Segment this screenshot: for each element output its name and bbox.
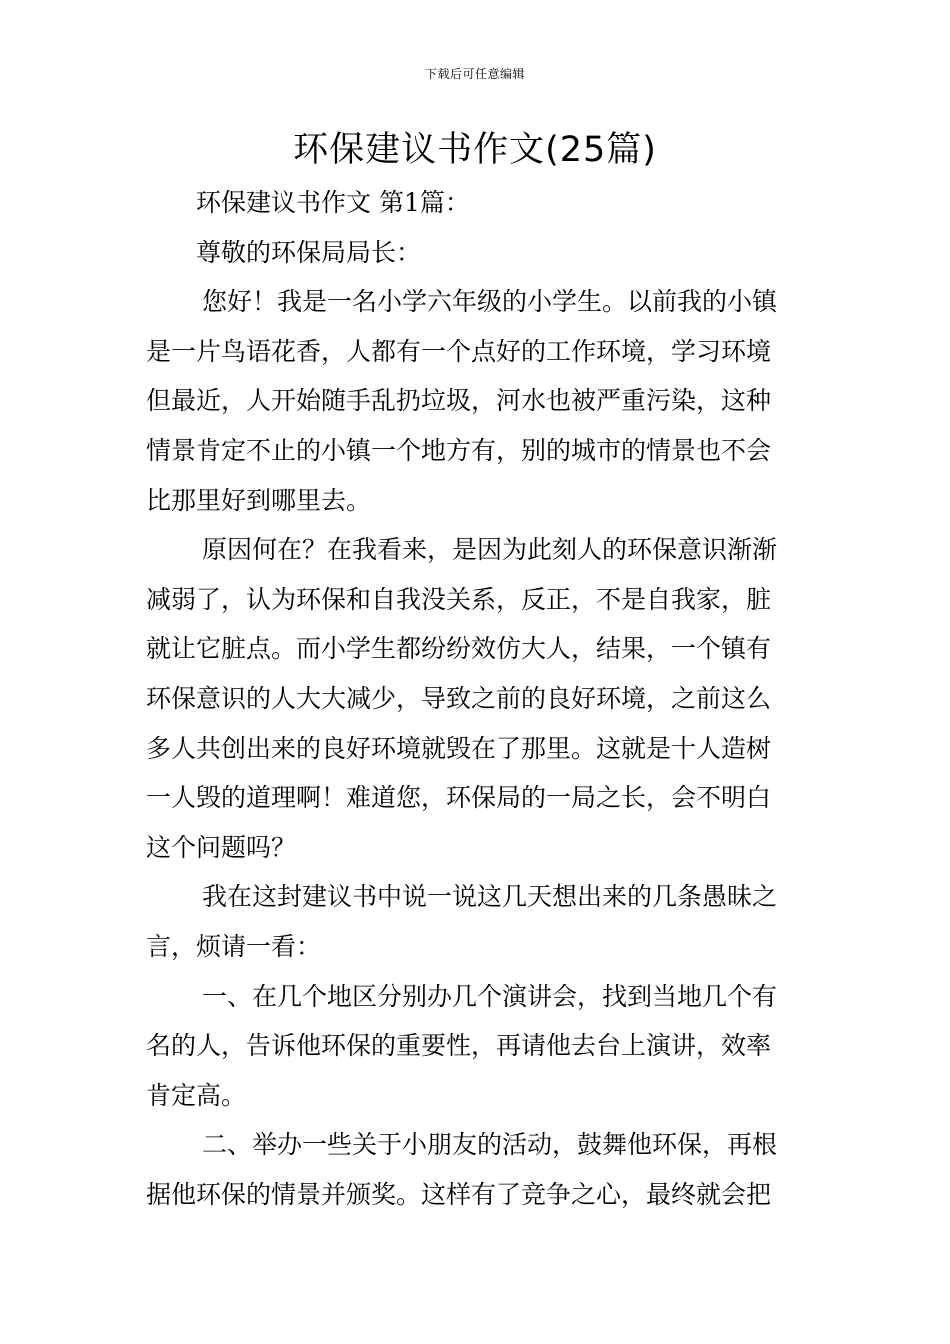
paragraph-line: 我在这封建议书中说一说这几天想出来的几条愚昧之 — [202, 882, 778, 912]
paragraph-line: 据他环保的情景并颁奖。这样有了竞争之心，最终就会把 — [146, 1179, 772, 1209]
paragraph-line: 原因何在？在我看来，是因为此刻人的环保意识渐渐 — [202, 535, 778, 565]
paragraph-line: 环保意识的人大大减少，导致之前的良好环境，之前这么 — [146, 683, 772, 713]
paragraph-line: 就让它脏点。而小学生都纷纷效仿大人，结果，一个镇有 — [146, 634, 772, 664]
salutation-line: 尊敬的环保局局长： — [196, 237, 422, 267]
document-title: 环保建议书作文(25篇) — [293, 130, 657, 170]
paragraph-line: 这个问题吗？ — [146, 832, 297, 862]
paragraph-line: 一、在几个地区分别办几个演讲会，找到当地几个有 — [202, 981, 778, 1011]
paragraph-line: 但最近，人开始随手乱扔垃圾，河水也被严重污染，这种 — [146, 386, 772, 416]
paragraph-line: 言，烦请一看： — [146, 931, 322, 961]
paragraph-line: 减弱了，认为环保和自我没关系，反正，不是自我家，脏 — [146, 584, 772, 614]
paragraph-line: 多人共创出来的良好环境就毁在了那里。这就是十人造树 — [146, 733, 772, 763]
paragraph-line: 二、举办一些关于小朋友的活动，鼓舞他环保，再根 — [202, 1130, 778, 1160]
document-body — [146, 178, 808, 1219]
paragraph-line: 比那里好到哪里去。 — [146, 485, 372, 515]
paragraph-line: 肯定高。 — [146, 1080, 247, 1110]
paragraph-line: 一人毁的道理啊！难道您，环保局的一局之长，会不明白 — [146, 783, 772, 813]
header-note: 下载后可任意编辑 — [424, 67, 525, 81]
paragraph-line: 是一片鸟语花香，人都有一个点好的工作环境，学习环境 — [146, 336, 772, 366]
paragraph-line: 您好！我是一名小学六年级的小学生。以前我的小镇 — [202, 287, 778, 317]
subtitle-line: 环保建议书作文 第1篇： — [196, 188, 470, 217]
paragraph-line: 情景肯定不止的小镇一个地方有，别的城市的情景也不会 — [146, 435, 772, 465]
paragraph-line: 名的人，告诉他环保的重要性，再请他去台上演讲，效率 — [146, 1031, 772, 1061]
